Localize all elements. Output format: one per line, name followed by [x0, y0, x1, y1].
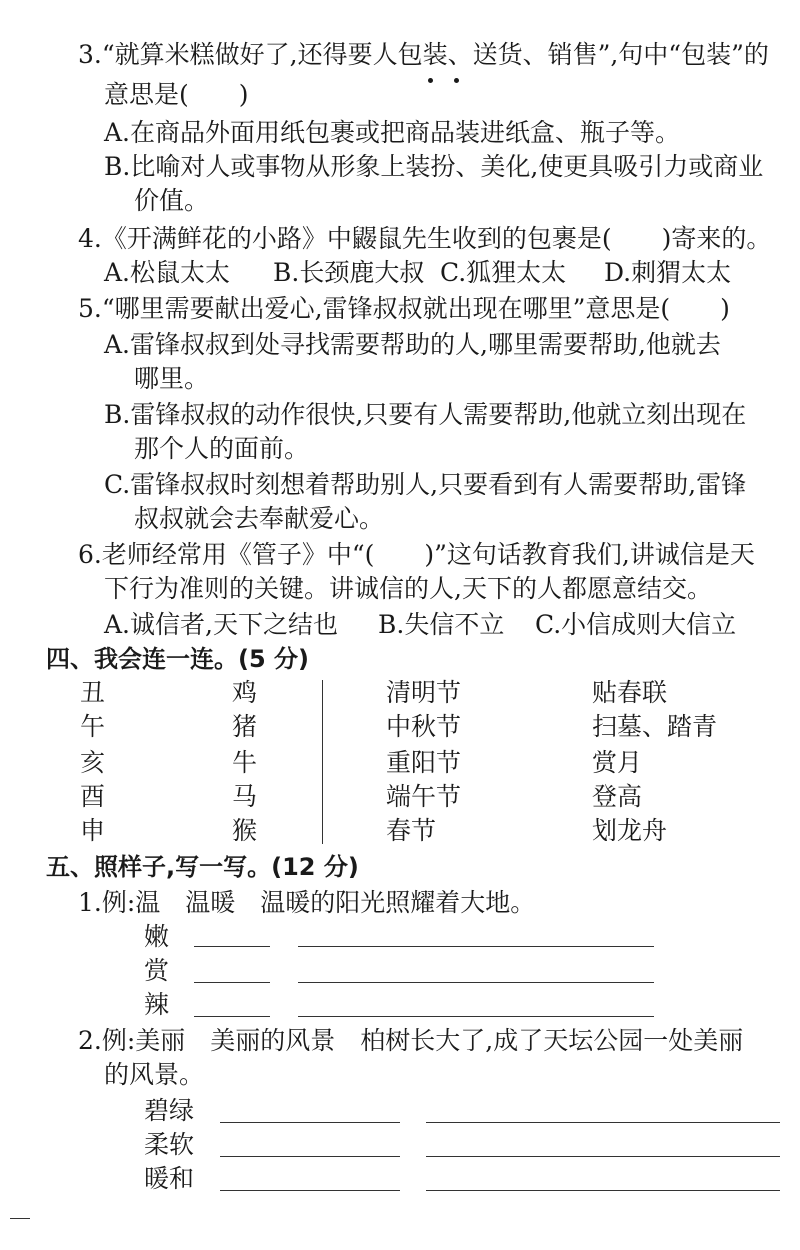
example1: 1.例:温 温暖 温暖的阳光照耀着大地。 [78, 888, 536, 917]
custom: 划龙舟 [592, 816, 668, 845]
q4-option-c: C.狐狸太太 [440, 258, 567, 287]
answer-blank-word[interactable] [194, 982, 270, 983]
q3-line2: 意思是( ) [104, 80, 249, 109]
answer-blank-sentence[interactable] [426, 1190, 780, 1191]
q4-option-b: B.长颈鹿大叔 [273, 258, 425, 287]
zodiac-animal: 猴 [232, 816, 258, 845]
custom: 登高 [592, 782, 643, 811]
custom: 贴春联 [592, 678, 668, 707]
q6-option-c: C.小信成则大信立 [535, 610, 737, 639]
answer-blank-sentence[interactable] [298, 1016, 654, 1017]
page-corner-mark [10, 1218, 30, 1219]
answer-blank-phrase[interactable] [220, 1122, 400, 1123]
q3-option-b-cont: 价值。 [134, 186, 210, 215]
q6-option-b: B.失信不立 [378, 610, 505, 639]
festival: 重阳节 [386, 748, 462, 777]
festival: 春节 [386, 816, 437, 845]
column-divider [322, 680, 323, 844]
q5-line1: 5.“哪里需要献出爱心,雷锋叔叔就出现在哪里”意思是( ) [78, 294, 730, 323]
answer-blank-word[interactable] [194, 1016, 270, 1017]
festival: 端午节 [386, 782, 462, 811]
q3-option-b: B.比喻对人或事物从形象上装扮、美化,使更具吸引力或商业 [104, 152, 764, 181]
answer-blank-sentence[interactable] [298, 982, 654, 983]
answer-blank-sentence[interactable] [298, 946, 654, 947]
custom: 扫墓、踏青 [592, 712, 718, 741]
q4-option-d: D.刺猬太太 [604, 258, 732, 287]
emphasis-dot [428, 78, 433, 83]
section5-title: 五、照样子,写一写。(12 分) [46, 853, 359, 881]
practice-word: 碧绿 [144, 1096, 195, 1125]
emphasis-dot [454, 78, 459, 83]
practice-word: 柔软 [144, 1130, 195, 1159]
practice-word: 嫩 [144, 922, 170, 951]
festival: 中秋节 [386, 712, 462, 741]
q5-option-a: A.雷锋叔叔到处寻找需要帮助的人,哪里需要帮助,他就去 [104, 330, 721, 359]
example2-cont: 的风景。 [104, 1060, 205, 1089]
answer-blank-sentence[interactable] [426, 1156, 780, 1157]
q5-option-b: B.雷锋叔叔的动作很快,只要有人需要帮助,他就立刻出现在 [104, 400, 747, 429]
q6-line2: 下行为准则的关键。讲诚信的人,天下的人都愿意结交。 [104, 574, 712, 603]
practice-word: 辣 [144, 990, 170, 1019]
festival: 清明节 [386, 678, 462, 707]
zodiac-animal: 牛 [232, 748, 258, 777]
section4-title: 四、我会连一连。(5 分) [46, 645, 309, 673]
zodiac-branch: 申 [80, 816, 106, 845]
practice-word: 暖和 [144, 1164, 195, 1193]
zodiac-animal: 马 [232, 782, 258, 811]
zodiac-branch: 酉 [80, 782, 106, 811]
answer-blank-word[interactable] [194, 946, 270, 947]
q6-option-a: A.诚信者,天下之结也 [104, 610, 338, 639]
q4-line1: 4.《开满鲜花的小路》中鼹鼠先生收到的包裹是( )寄来的。 [78, 224, 772, 253]
q5-option-c: C.雷锋叔叔时刻想着帮助别人,只要看到有人需要帮助,雷锋 [104, 470, 747, 499]
zodiac-animal: 猪 [232, 712, 258, 741]
q3-option-a: A.在商品外面用纸包裹或把商品装进纸盒、瓶子等。 [104, 118, 681, 147]
answer-blank-phrase[interactable] [220, 1156, 400, 1157]
q5-option-b-cont: 那个人的面前。 [134, 434, 310, 463]
example2: 2.例:美丽 美丽的风景 柏树长大了,成了天坛公园一处美丽 [78, 1026, 744, 1055]
practice-word: 赏 [144, 956, 170, 985]
q6-line1: 6.老师经常用《管子》中“( )”这句话教育我们,讲诚信是天 [78, 540, 755, 569]
zodiac-branch: 亥 [80, 748, 106, 777]
answer-blank-sentence[interactable] [426, 1122, 780, 1123]
answer-blank-phrase[interactable] [220, 1190, 400, 1191]
zodiac-branch: 午 [80, 712, 106, 741]
q4-option-a: A.松鼠太太 [104, 258, 231, 287]
zodiac-animal: 鸡 [232, 678, 258, 707]
custom: 赏月 [592, 748, 643, 777]
q5-option-a-cont: 哪里。 [134, 364, 210, 393]
zodiac-branch: 丑 [80, 678, 106, 707]
q3-line1: 3.“就算米糕做好了,还得要人包装、送货、销售”,句中“包装”的 [78, 40, 769, 69]
q5-option-c-cont: 叔叔就会去奉献爱心。 [134, 504, 385, 533]
